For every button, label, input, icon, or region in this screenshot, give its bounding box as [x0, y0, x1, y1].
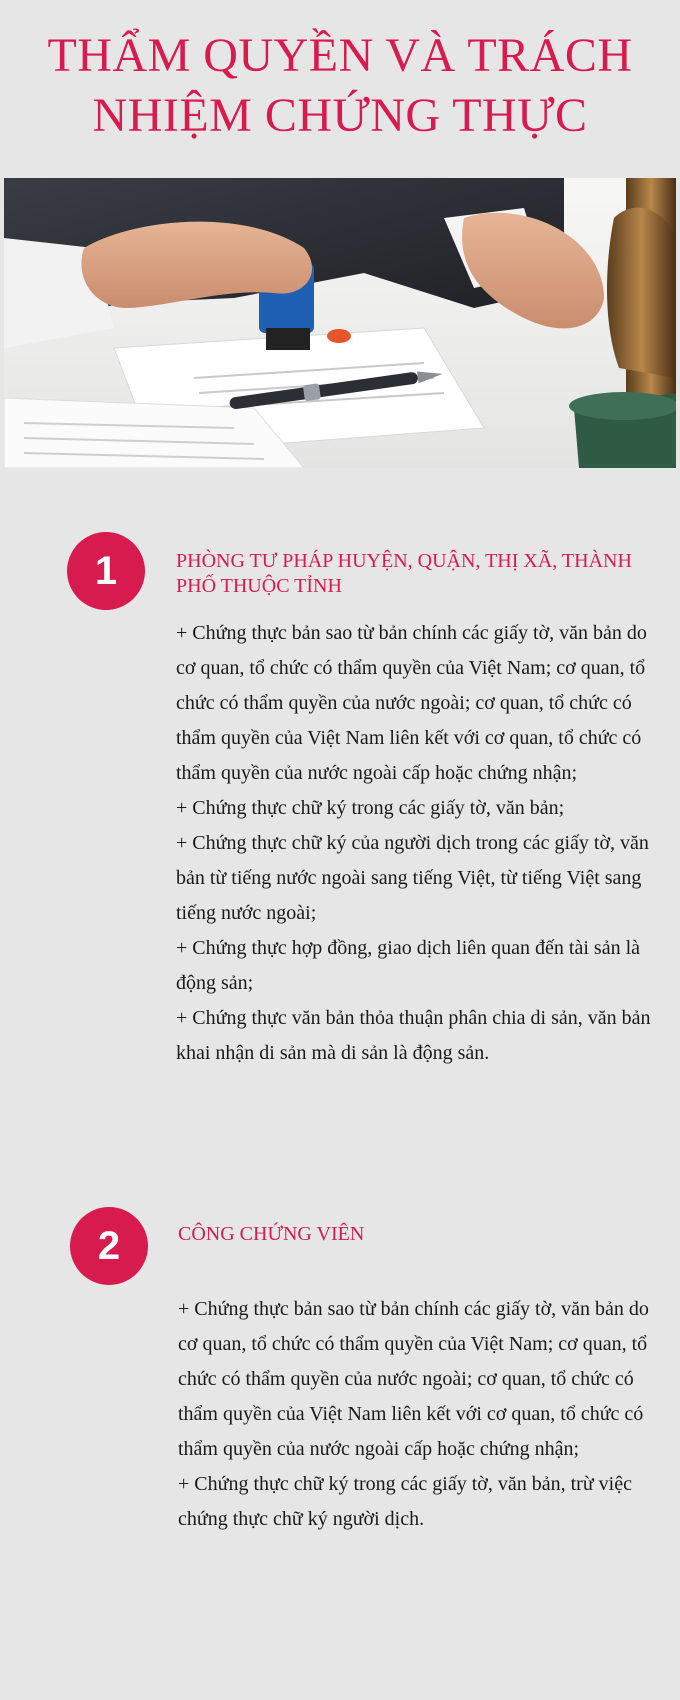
list-item: + Chứng thực bản sao từ bản chính các giấy tờ, văn bản do cơ quan, tổ chức có thẩm quyền của Việt Nam; cơ quan, tổ chức có thẩm quyền của nước ngoài; cơ quan, tổ chức có thẩm quyền của Việt Nam liên kết với cơ quan, tổ chức có thẩm quyền của nước ngoài cấp hoặc chứng nhận;: [176, 622, 647, 784]
section-2: [0, 1205, 680, 1585]
list-item: + Chứng thực chữ ký trong các giấy tờ, văn bản;: [176, 797, 565, 819]
section-1: [0, 530, 680, 1110]
section-number-badge: 1: [67, 532, 145, 610]
list-item: + Chứng thực hợp đồng, giao dịch liên quan đến tài sản là động sản;: [176, 937, 641, 994]
hero-image: [4, 178, 676, 468]
section-heading: PHÒNG TƯ PHÁP HUYỆN, QUẬN, THỊ XÃ, THÀNH PHỐ THUỘC TỈNH: [176, 550, 632, 597]
section-body: [178, 1292, 668, 1537]
page-title-line-1: THẨM QUYỀN VÀ TRÁCH: [47, 29, 633, 82]
notary-stamp-photo-icon: [4, 178, 676, 468]
section-body: [176, 616, 666, 1071]
list-item: + Chứng thực bản sao từ bản chính các giấy tờ, văn bản do cơ quan, tổ chức có thẩm quyền của Việt Nam; cơ quan, tổ chức có thẩm quyền của nước ngoài; cơ quan, tổ chức có thẩm quyền của Việt Nam liên kết với cơ quan, tổ chức có thẩm quyền của nước ngoài cấp hoặc chứng nhận;: [178, 1298, 649, 1460]
list-item: + Chứng thực chữ ký của người dịch trong các giấy tờ, văn bản từ tiếng nước ngoài sang tiếng Việt, từ tiếng Việt sang tiếng nước ngoài;: [176, 832, 649, 924]
list-item: + Chứng thực chữ ký trong các giấy tờ, văn bản, trừ việc chứng thực chữ ký người dịch.: [178, 1473, 632, 1530]
list-item: + Chứng thực văn bản thỏa thuận phân chia di sản, văn bản khai nhận di sản mà di sản là động sản.: [176, 1007, 651, 1064]
page-title: [0, 26, 680, 146]
page-title-line-2: NHIỆM CHỨNG THỰC: [92, 89, 588, 142]
section-heading: CÔNG CHỨNG VIÊN: [178, 1223, 365, 1245]
section-number-badge: 2: [70, 1207, 148, 1285]
